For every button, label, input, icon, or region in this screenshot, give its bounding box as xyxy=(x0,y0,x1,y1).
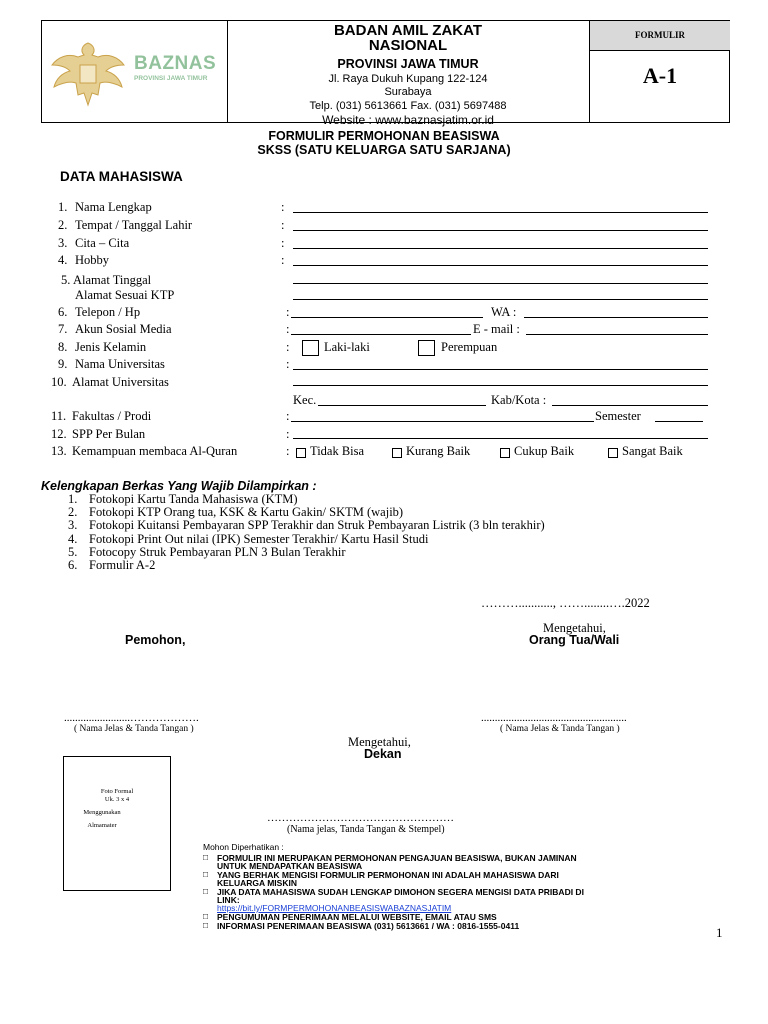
form-title-line2: SKSS (SATU KELUARGA SATU SARJANA) xyxy=(257,143,511,157)
logo-text: BAZNAS xyxy=(134,53,217,74)
list-item: □ FORMULIR INI MERUPAKAN PERMOHONAN PENGAJUAN BEASISWA, BUKAN JAMINAN UNTUK MENDAPATKAN BEASISWA xyxy=(203,852,577,871)
field-label-wa: WA : xyxy=(491,305,517,319)
input-kec[interactable] xyxy=(318,405,486,406)
mengetahui-dekan: Mengetahui, xyxy=(348,735,411,749)
input-spp[interactable] xyxy=(293,438,708,439)
checkbox-tidak-bisa[interactable] xyxy=(296,448,306,458)
field-label-fakultas: Fakultas / Prodi xyxy=(72,409,152,423)
org-info xyxy=(228,21,588,127)
field-number: 11. xyxy=(51,409,67,423)
logo-area xyxy=(42,21,228,122)
field-number: 9. xyxy=(58,357,68,371)
signature-dots-wali[interactable]: ..................................................... xyxy=(481,712,627,724)
field-colon: : xyxy=(286,409,290,423)
form-label-cell: FORMULIR xyxy=(590,21,730,51)
photo-line2: Uk. 3 x 4 xyxy=(104,796,130,803)
field-label-alamat-univ: Alamat Universitas xyxy=(72,375,169,389)
field-colon: : xyxy=(286,444,290,458)
field-number: 10. xyxy=(51,375,67,389)
garuda-emblem-icon xyxy=(48,35,128,113)
field-colon: : xyxy=(281,236,285,250)
list-item: 1. Fotokopi Kartu Tanda Mahasiswa (KTM) xyxy=(68,492,298,506)
field-number: 3. xyxy=(58,236,68,250)
attachments-title: Kelengkapan Berkas Yang Wajib Dilampirkan : xyxy=(41,479,317,493)
form-code: A-1 xyxy=(642,63,678,88)
field-number: 7. xyxy=(58,322,68,336)
field-label-nama: Nama Lengkap xyxy=(75,200,152,214)
input-fakultas[interactable] xyxy=(291,421,594,422)
field-label-semester: Semester xyxy=(595,409,641,423)
province: PROVINSI JAWA TIMUR xyxy=(337,57,479,71)
checkbox-perempuan[interactable] xyxy=(418,340,435,356)
input-universitas[interactable] xyxy=(293,369,708,370)
field-label-kec: Kec. xyxy=(293,393,317,407)
input-tempat-tanggal-lahir[interactable] xyxy=(293,230,708,231)
list-item: 5. Fotocopy Struk Pembayaran PLN 3 Bulan Terakhir xyxy=(68,544,346,559)
section-title: DATA MAHASISWA xyxy=(60,169,183,184)
caption-pemohon: ( Nama Jelas & Tanda Tangan ) xyxy=(74,724,194,734)
option-laki-laki: Laki-laki xyxy=(324,340,370,354)
field-number: 8. xyxy=(58,340,68,354)
option-perempuan: Perempuan xyxy=(441,340,498,354)
notes-list xyxy=(203,853,603,930)
field-number: 5. xyxy=(61,273,71,287)
field-number: 12. xyxy=(51,427,67,441)
list-item: □ INFORMASI PENERIMAAN BEASISWA (031) 5613661 / WA : 0816-1555-0411 xyxy=(203,920,520,931)
field-colon: : xyxy=(286,322,290,336)
form-link[interactable]: https://bit.ly/FORMPERMOHONANBEASISWABAZNASJATIM xyxy=(217,903,452,913)
logo-subtext: PROVINSI JAWA TIMUR xyxy=(134,75,208,82)
field-number: 13. xyxy=(51,444,67,458)
checkbox-sangat-baik[interactable] xyxy=(608,448,618,458)
form-title-line1: FORMULIR PERMOHONAN BEASISWA xyxy=(268,129,500,143)
field-number: 4. xyxy=(58,253,68,267)
input-wa[interactable] xyxy=(524,317,708,318)
header-box xyxy=(41,20,730,127)
phone-fax: Telp. (031) 5613661 Fax. (031) 5697488 xyxy=(309,100,507,112)
photo-line3: Menggunakan xyxy=(83,809,121,816)
form-title xyxy=(0,129,768,157)
field-label-jenis-kelamin: Jenis Kelamin xyxy=(75,340,147,354)
field-colon: : xyxy=(281,218,285,232)
field-label-universitas: Nama Universitas xyxy=(75,357,165,371)
field-colon: : xyxy=(286,357,290,371)
list-item: 2. Fotokopi KTP Orang tua, KSK & Kartu Gakin/ SKTM (wajib) xyxy=(68,505,404,520)
attachments-list xyxy=(68,493,545,572)
caption-wali: ( Nama Jelas & Tanda Tangan ) xyxy=(500,724,620,734)
field-label-quran: Kemampuan membaca Al-Quran xyxy=(72,444,238,458)
website: Website : www.baznasjatim.or.id xyxy=(322,113,494,127)
input-kab[interactable] xyxy=(552,405,708,406)
org-name-line1: BADAN AMIL ZAKAT xyxy=(333,22,483,39)
field-colon: : xyxy=(286,340,290,354)
caption-dekan: (Nama jelas, Tanda Tangan & Stempel) xyxy=(287,824,445,835)
checkbox-laki-laki[interactable] xyxy=(302,340,319,356)
field-label-sosmed: Akun Sosial Media xyxy=(75,322,172,336)
option-kurang-baik: Kurang Baik xyxy=(406,444,471,458)
field-colon: : xyxy=(286,305,290,319)
checkbox-icon: □ xyxy=(203,852,209,862)
address-line2: Surabaya xyxy=(384,86,432,98)
page-number: 1 xyxy=(716,925,723,940)
list-item: 3. Fotokopi Kuitansi Pembayaran SPP Terakhir dan Struk Pembayaran Listrik (3 bln terakhir) xyxy=(68,518,545,533)
address-line1: Jl. Raya Dukuh Kupang 122-124 xyxy=(328,73,488,85)
signature-dots-dekan[interactable]: …………………………………………… xyxy=(267,812,454,824)
input-alamat-univ[interactable] xyxy=(293,385,708,386)
mengetahui-wali: Mengetahui, xyxy=(543,621,606,635)
field-label-email: E - mail : xyxy=(473,322,520,336)
photo-line1: Foto Formal xyxy=(100,788,134,795)
checkbox-icon: □ xyxy=(203,911,209,921)
field-number: 6. xyxy=(58,305,68,319)
field-colon: : xyxy=(281,253,285,267)
field-label-ttl: Tempat / Tanggal Lahir xyxy=(75,218,193,232)
field-number: 1. xyxy=(58,200,68,214)
input-telepon[interactable] xyxy=(291,317,483,318)
field-label-hobby: Hobby xyxy=(75,253,110,267)
notes-title: Mohon Diperhatikan : xyxy=(203,842,284,852)
field-label-cita: Cita – Cita xyxy=(75,236,130,250)
list-item: 6. Formulir A-2 xyxy=(68,558,156,573)
field-number: 2. xyxy=(58,218,68,232)
input-sosmed[interactable] xyxy=(291,334,471,335)
orang-tua-wali: Orang Tua/Wali xyxy=(529,633,620,647)
input-alamat-line2[interactable] xyxy=(293,299,708,300)
field-label-kab: Kab/Kota : xyxy=(491,393,547,407)
checkbox-cukup-baik[interactable] xyxy=(500,448,510,458)
field-colon: : xyxy=(286,427,290,441)
field-label-telepon: Telepon / Hp xyxy=(75,305,141,319)
list-item: 4. Fotokopi Print Out nilai (IPK) Semester Terakhir/ Kartu Hasil Studi xyxy=(68,531,429,546)
list-item: □ PENGUMUMAN PENERIMAAN MELALUI WEBSITE, EMAIL ATAU SMS xyxy=(203,911,497,922)
field-colon: : xyxy=(281,200,285,214)
form-code-box xyxy=(589,21,730,122)
option-cukup-baik: Cukup Baik xyxy=(514,444,575,458)
input-alamat-line1[interactable] xyxy=(293,283,708,284)
option-tidak-bisa: Tidak Bisa xyxy=(310,444,365,458)
input-email[interactable] xyxy=(526,334,708,335)
field-label-spp: SPP Per Bulan xyxy=(72,427,146,441)
input-hobby[interactable] xyxy=(293,265,708,266)
field-label-alamat-ktp: Alamat Sesuai KTP xyxy=(75,288,175,302)
photo-line4: Almamater xyxy=(87,822,117,829)
org-name-line2: NASIONAL xyxy=(368,37,448,54)
option-sangat-baik: Sangat Baik xyxy=(622,444,683,458)
list-item: □ JIKA DATA MAHASISWA SUDAH LENGKAP DIMOHON SEGERA MENGISI DATA PRIBADI DI LINK: xyxy=(203,886,584,905)
input-nama-lengkap[interactable] xyxy=(293,212,708,213)
list-item: □ YANG BERHAK MENGISI FORMULIR PERMOHONAN INI ADALAH MAHASISWA DARI KELUARGA MISKIN xyxy=(203,869,559,888)
checkbox-icon: □ xyxy=(203,869,209,879)
checkbox-kurang-baik[interactable] xyxy=(392,448,402,458)
field-label-alamat-tinggal: Alamat Tinggal xyxy=(73,273,152,287)
input-semester[interactable] xyxy=(655,421,703,422)
checkbox-icon: □ xyxy=(203,920,209,930)
input-cita-cita[interactable] xyxy=(293,248,708,249)
pemohon-label: Pemohon, xyxy=(125,633,186,647)
dekan-label: Dekan xyxy=(364,747,402,761)
checkbox-icon: □ xyxy=(203,886,209,896)
signature-dots-pemohon[interactable]: ........................………………. xyxy=(64,712,199,724)
photo-box xyxy=(63,756,171,891)
date-line: ………..........., ……........….2022 xyxy=(481,596,650,610)
